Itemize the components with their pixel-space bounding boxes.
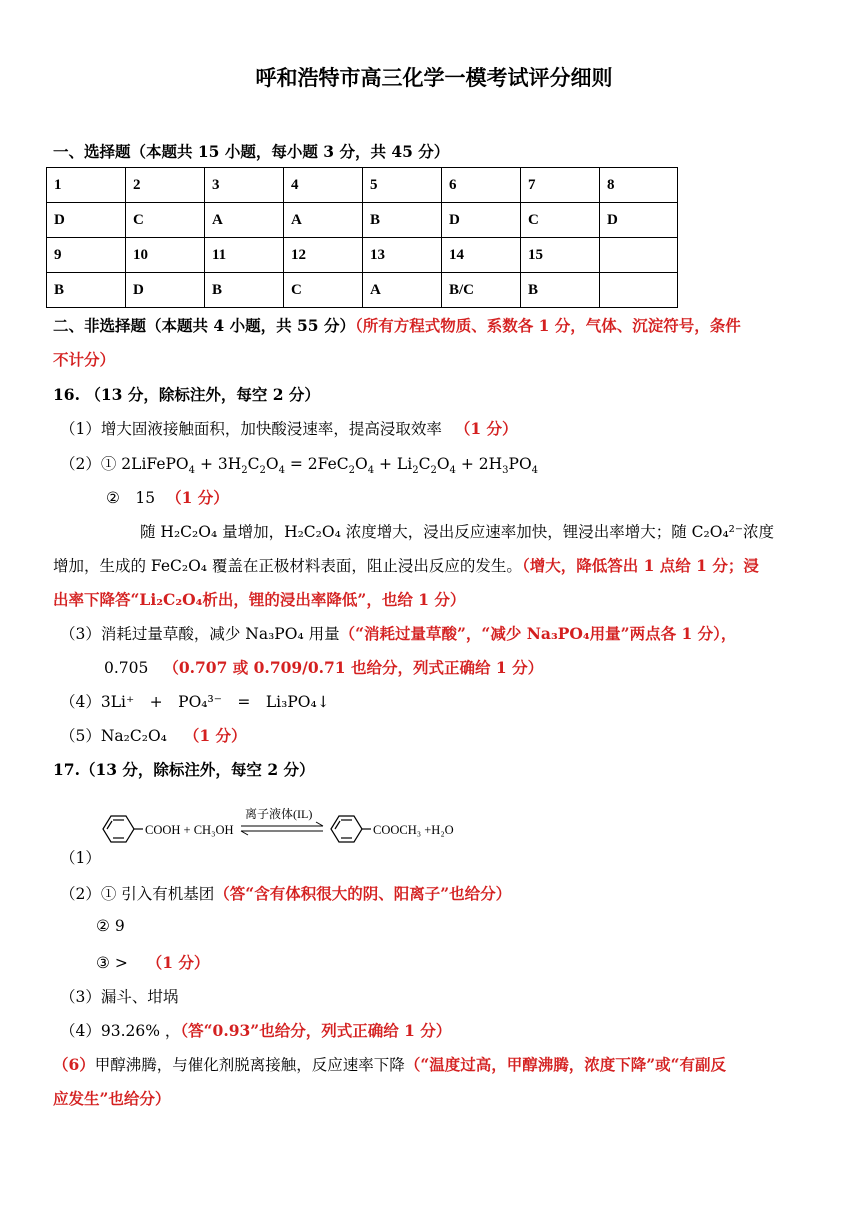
equation-text: PO	[508, 455, 532, 473]
q17-part4-score: （答“0.93”也给分，列式正确给 1 分）	[180, 1021, 452, 1040]
q16-part3b-text: 0.705	[104, 659, 149, 677]
q17-part6-text: 甲醇沸腾，与催化剂脱离接触，反应速率下降	[94, 1056, 405, 1074]
equation-text: + 3H	[195, 455, 242, 473]
q16-part3b	[104, 656, 543, 678]
q17-part6-line2: 应发生”也给分）	[53, 1089, 171, 1108]
q17-part4-text: （4）93.26% ，	[60, 1022, 181, 1040]
table-cell: 3	[205, 168, 284, 203]
table-cell	[600, 238, 678, 273]
table-cell: 6	[442, 168, 521, 203]
q17-part2c-score: （1 分）	[146, 953, 210, 972]
table-cell: 15	[521, 238, 600, 273]
q16-part2c-score: （增大，降低答出 1 点给 1 分；浸	[521, 556, 759, 575]
equation-text: C	[418, 455, 431, 473]
q17-part2-score: （答“含有体积很大的阴、阳离子”也给分）	[214, 884, 512, 903]
q16-part3-text: （3）消耗过量草酸，减少 Na₃PO₄ 用量	[60, 625, 340, 643]
table-cell: D	[126, 273, 205, 308]
q17-part6-score: （“温度过高，甲醇沸腾，浓度下降”或“有副反	[404, 1055, 727, 1074]
table-row	[47, 273, 678, 308]
q16-part3	[60, 622, 736, 644]
equilibrium-arrow	[241, 822, 323, 835]
table-cell: 11	[205, 238, 284, 273]
table-cell: 1	[47, 168, 126, 203]
q17-part4	[60, 1019, 451, 1041]
q16-part3-score: （“消耗过量草酸”，“减少 Na₃PO₄用量”两点各 1 分），	[339, 624, 737, 643]
benzene-ring-right	[331, 816, 371, 842]
table-row	[47, 238, 678, 273]
q17-part2	[60, 882, 511, 904]
table-cell: B	[205, 273, 284, 308]
table-cell	[600, 273, 678, 308]
q17-heading: 17.（13 分，除标注外，每空 2 分）	[53, 760, 315, 779]
equation-text: + 2H	[455, 455, 503, 473]
q16-part2b-score: （1 分）	[166, 488, 229, 507]
reactants-text: COOH + CH₃OH	[145, 823, 234, 837]
table-row	[47, 168, 678, 203]
q16-part3b-score: （0.707 或 0.709/0.71 也给分，列式正确给 1 分）	[163, 658, 544, 677]
q16-part5-text: （5）Na₂C₂O₄	[60, 727, 167, 745]
q16-part2c-text: 增加，生成的 FeC₂O₄ 覆盖在正极材料表面，阻止浸出反应的发生。	[53, 557, 522, 575]
q17-part6-line1	[53, 1053, 726, 1075]
catalyst-label: 离子液体(IL)	[245, 807, 313, 821]
q16-part2b	[106, 486, 229, 508]
q16-part5-score: （1 分）	[183, 726, 247, 745]
table-cell: B/C	[442, 273, 521, 308]
table-cell: B	[363, 203, 442, 238]
equation-text: + Li	[374, 455, 413, 473]
q16-part2c-line1: 随 H₂C₂O₄ 量增加，H₂C₂O₄ 浓度增大，浸出反应速率加快，锂浸出率增大；随 C₂O₄²⁻浓度	[140, 523, 775, 541]
equation-text: O	[436, 455, 450, 473]
table-cell: 5	[363, 168, 442, 203]
table-cell: C	[126, 203, 205, 238]
table-cell: 13	[363, 238, 442, 273]
page-title: 呼和浩特市高三化学一模考试评分细则	[255, 65, 613, 90]
table-cell: B	[47, 273, 126, 308]
q16-part1-text: （1）增大固液接触面积，加快酸浸速率，提高浸取效率	[60, 420, 442, 438]
table-cell: A	[284, 203, 363, 238]
table-cell: D	[47, 203, 126, 238]
table-cell: A	[205, 203, 284, 238]
table-cell: C	[521, 203, 600, 238]
q17-part2b: ② 9	[96, 917, 125, 935]
q16-part1-score: （1 分）	[454, 419, 518, 438]
equation-text: ① 2LiFePO	[100, 455, 189, 473]
section2-note-cont: 不计分）	[53, 350, 116, 369]
table-cell: 7	[521, 168, 600, 203]
q17-part2c-text: ③ >	[96, 954, 128, 972]
section2-heading-line	[53, 314, 741, 336]
q16-heading: 16. （13 分，除标注外，每空 2 分）	[53, 385, 320, 404]
table-cell: 8	[600, 168, 678, 203]
section2-heading: 二、非选择题（本题共 4 小题，共 55 分）	[53, 316, 355, 335]
section1-heading: 一、选择题（本题共 15 小题，每小题 3 分，共 45 分）	[53, 142, 450, 161]
equation-text: = 2FeC	[284, 455, 349, 473]
equation-text: O	[355, 455, 368, 473]
q16-part4: （4）3Li⁺ + PO₄³⁻ = Li₃PO₄↓	[60, 693, 330, 711]
esterification-equation	[95, 800, 485, 860]
table-cell: A	[363, 273, 442, 308]
q16-part2-label: （2）	[60, 455, 101, 473]
table-cell: D	[442, 203, 521, 238]
q16-part2c-line3: 出率下降答“Li₂C₂O₄析出，锂的浸出率降低”，也给 1 分）	[53, 590, 466, 609]
benzene-ring-left	[103, 816, 143, 842]
table-cell: 2	[126, 168, 205, 203]
q16-part2b-text: ② 15	[106, 489, 156, 507]
q17-part6-label: （6）	[53, 1055, 95, 1074]
q16-part5	[60, 724, 247, 746]
equation-text: C	[247, 455, 260, 473]
q16-part2-equation: （2）① 2LiFePO$_4$ + $3H_2C_2O_4 = 2FeC_2O_4 + Li_2C_2O_4 + 2H_3PO_4$	[60, 455, 539, 477]
table-cell: 14	[442, 238, 521, 273]
table-cell: 10	[126, 238, 205, 273]
q17-part2c	[96, 951, 209, 973]
q16-part2c-line2	[53, 554, 759, 576]
table-cell: 4	[284, 168, 363, 203]
q17-part1-label: （1）	[60, 849, 101, 867]
table-cell: D	[600, 203, 678, 238]
table-cell: C	[284, 273, 363, 308]
q16-part1	[60, 417, 518, 439]
q17-part3: （3）漏斗、坩埚	[60, 988, 179, 1006]
equation-text: O	[265, 455, 279, 473]
section2-note: （所有方程式物质、系数各 1 分，气体、沉淀符号，条件	[354, 316, 741, 335]
table-row	[47, 203, 678, 238]
q17-part2-text: （2）① 引入有机基团	[60, 885, 215, 903]
table-cell: B	[521, 273, 600, 308]
table-cell: 12	[284, 238, 363, 273]
products-text: COOCH₃ +H₂O	[373, 823, 454, 837]
answer-table	[46, 167, 678, 308]
table-cell: 9	[47, 238, 126, 273]
